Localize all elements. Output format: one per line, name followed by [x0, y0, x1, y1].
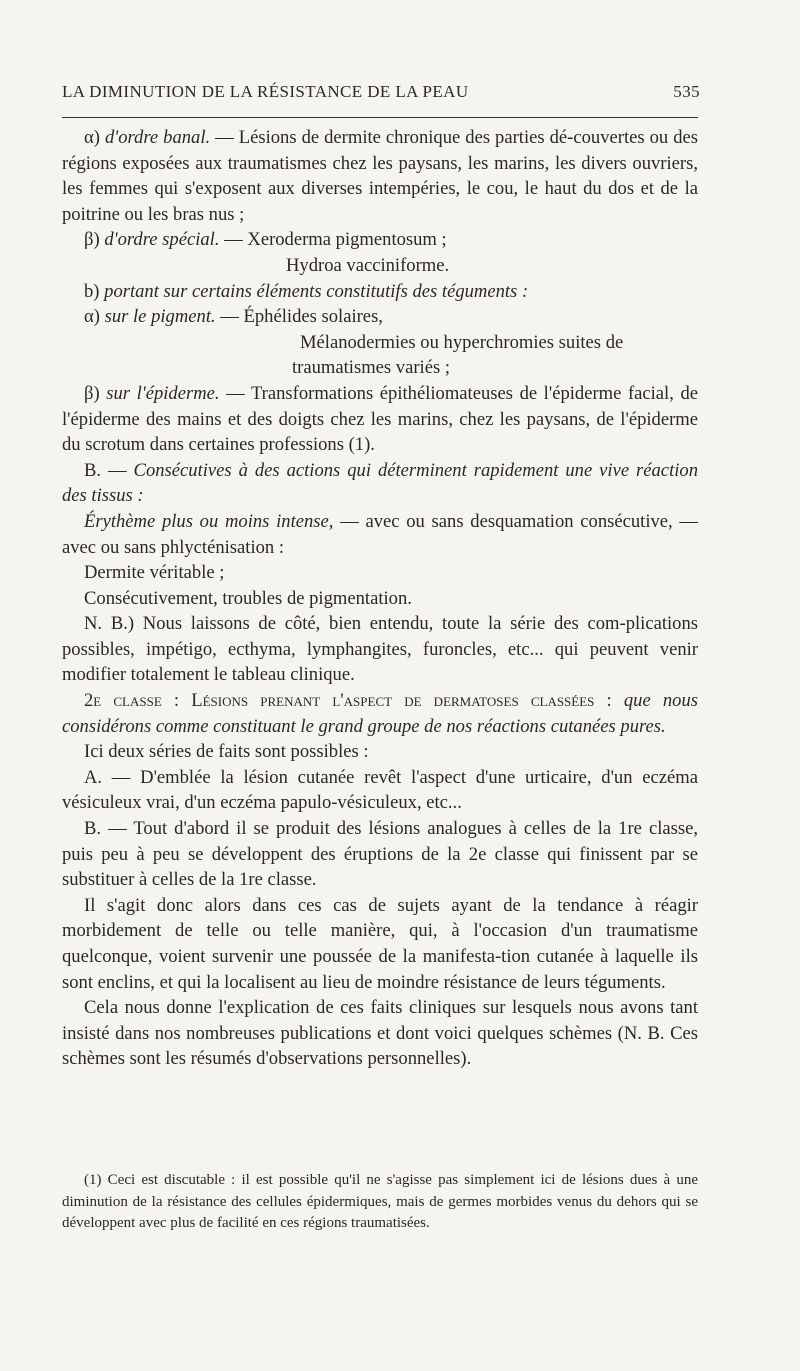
- running-header: [62, 82, 700, 102]
- line-hydroa: Hydroa vacciniforme.: [286, 254, 450, 276]
- footnotes: [62, 1170, 698, 1235]
- paragraph-alpha-pigment: α) sur le pigment. — Éphélides solaires,: [84, 306, 383, 328]
- header-rule: [62, 117, 698, 118]
- running-title: LA DIMINUTION DE LA RÉSISTANCE DE LA PEAU: [62, 82, 469, 101]
- body-text: [62, 125, 698, 1072]
- page-number: 535: [673, 82, 700, 101]
- line-dermite: Dermite véritable ;: [84, 562, 225, 584]
- paragraph-alpha-banal: α) d'ordre banal. — Lésions de dermite chronique des parties dé-couvertes ou des régions exposées aux traumatismes chez les paysans, les marins, les divers ouvriers, les femmes qui s'exposent aux diverses intempéries, le cou, le haut du dos et de la poitrine ou les bras nus ;: [62, 127, 698, 225]
- paragraph-il-sagit: Il s'agit donc alors dans ces cas de sujets ayant de la tendance à réagir morbidement de telle ou telle manière, qui, à l'occasion d'un traumatisme quelconque, voient survenir une poussée de la manifesta-tion cutanée à laquelle ils sont enclins, et qui la localisent au lieu de moindre résistance de leurs téguments.: [62, 894, 698, 993]
- paragraph-beta-epiderme: β) sur l'épiderme. — Transformations épithéliomateuses de l'épiderme facial, de l'épiderme des mains et des doigts chez les marins, chez les paysans, de l'épiderme du scrotum dans certaines professions (1).: [62, 382, 698, 456]
- paragraph-2e-classe: 2e classe : Lésions prenant l'aspect de dermatoses classées : que nous considérons comme constituant le grand groupe de nos réactions cutanées pures.: [62, 690, 698, 737]
- paragraph-cela-nous: Cela nous donne l'explication de ces faits cliniques sur lesquels nous avons tant insisté dans nos nombreuses publications et dont voici quelques schèmes (N. B. Ces schèmes sont les résumés d'observations personnelles).: [62, 997, 698, 1070]
- paragraph-erytheme: Érythème plus ou moins intense, — avec ou sans desquamation consécutive, — avec ou sans phlycténisation :: [62, 510, 698, 558]
- paragraph-b-tout-abord: B. — Tout d'abord il se produit des lésions analogues à celles de la 1re classe, puis peu à peu se développent des éruptions de la 2e classe qui finissent par se substituer à celles de la 1re classe.: [62, 818, 698, 891]
- line-deux-series: Ici deux séries de faits sont possibles :: [84, 741, 369, 763]
- footnote-1: (1) Ceci est discutable : il est possible qu'il ne s'agisse pas simplement ici de lésions dues à une diminution de la résistance des cellules épidermiques, mais de germes morbides venus du dehors qui se développent avec plus de facilité en ces régions traumatisées.: [62, 1172, 698, 1231]
- paragraph-a-emblee: A. — D'emblée la lésion cutanée revêt l'aspect d'une urticaire, d'un eczéma vésiculeux vrai, d'un eczéma papulo-vésiculeux, etc...: [62, 766, 698, 814]
- line-consecutivement: Consécutivement, troubles de pigmentation.: [84, 587, 412, 609]
- line-melanodermies: Mélanodermies ou hyperchromies suites de: [300, 331, 624, 353]
- line-traumatismes: traumatismes variés ;: [292, 357, 451, 379]
- paragraph-nb: N. B.) Nous laissons de côté, bien entendu, toute la série des com-plications possibles, impétigo, ecthyma, lymphangites, furoncles, etc... qui peuvent venir modifier totalement le tableau clinique.: [62, 613, 698, 686]
- paragraph-beta-special: β) d'ordre spécial. — Xeroderma pigmentosum ;: [84, 229, 447, 251]
- paragraph-b-teguments: b) portant sur certains éléments constitutifs des téguments :: [84, 280, 529, 302]
- paragraph-b-consecutives: B. — Consécutives à des actions qui déterminent rapidement une vive réaction des tissus :: [62, 459, 698, 507]
